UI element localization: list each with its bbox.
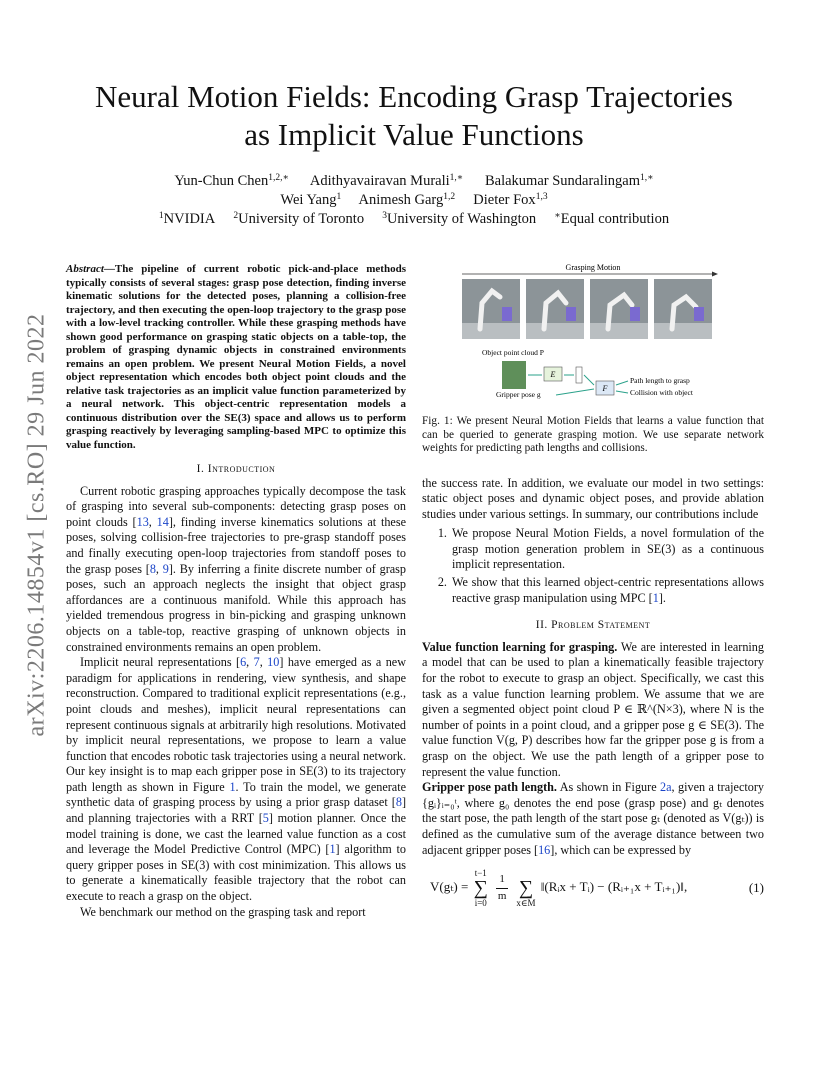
summation-symbol bbox=[516, 868, 535, 908]
abstract-text: —The pipeline of current robotic pick-and-place methods typically consists of several stages: grasp pose detection, finding inverse kinematic solutions for the detected poses, planning a collision-free trajectory, and then executing the open-loop trajectory to the grasp pose with a low-level tracking controller. While these grasping methods have shown good performance on grasping static objects on a table-top, the problem of grasping dynamic objects in constrained environments remains an open problem. We present Neural Motion Fields, a novel object representation which encodes both object point clouds and the relative task trajectories as an implicit value function parameterized by a neural network. This object-centric representation models a continuous distribution over the SE(3) space and allows us to perform grasping reactively by leveraging sampling-based MPC to optimize this value function. bbox=[66, 263, 406, 451]
section-heading-introduction: I. Introduction bbox=[196, 463, 276, 475]
summation-symbol bbox=[474, 868, 488, 908]
equal-contribution: Equal contribution bbox=[560, 211, 670, 227]
text-run: We show that this learned object-centric representations allows reactive grasp manipulation using MPC [ bbox=[452, 575, 764, 605]
affil-sup: 3 bbox=[382, 211, 387, 221]
text-run: ] algorithm to query gripper poses in SE(3) with cost minimization. This allows us to generate a kinematically feasible trajectory that the robot can execute to reach a grasp on the object. bbox=[66, 842, 406, 904]
text-run: As shown in Figure bbox=[556, 780, 661, 795]
point-cloud-icon bbox=[502, 361, 526, 389]
abstract bbox=[66, 263, 406, 452]
output-path-length: Path length to grasp bbox=[630, 376, 690, 385]
equation-1 bbox=[422, 868, 764, 908]
text-run: ] motion planner. Once the model training is done, we cast the learned value function as a cost and leverage the Model Predictive Control (MPC) [ bbox=[66, 811, 406, 857]
figure-1 bbox=[422, 263, 764, 411]
citation-link[interactable]: 10 bbox=[267, 655, 280, 670]
sum-upper: t−1 bbox=[474, 868, 487, 879]
author: Yun-Chun Chen bbox=[174, 173, 269, 189]
section-heading-problem-statement: II. Problem Statement bbox=[535, 619, 651, 632]
robot-frames bbox=[462, 279, 712, 339]
title-line-2: as Implicit Value Functions bbox=[244, 117, 584, 152]
figure-1-graphic bbox=[422, 263, 764, 411]
sum-lower: i=0 bbox=[474, 898, 487, 909]
affil-sup: ∗ bbox=[554, 211, 561, 221]
affil-sup: 1,2 bbox=[443, 192, 456, 202]
object-box bbox=[502, 307, 512, 321]
paper-title bbox=[60, 78, 768, 154]
equation-rhs: ‖(Rᵢx + Tᵢ) − (Rᵢ₊₁x + Tᵢ₊₁)‖, bbox=[540, 879, 688, 895]
denominator: m bbox=[497, 889, 507, 902]
text-run: , bbox=[246, 655, 254, 670]
citation-link[interactable]: 14 bbox=[156, 514, 169, 529]
citation-link[interactable]: 6 bbox=[240, 655, 247, 670]
text-run: ], finding inverse kinematics solutions at these poses, solving collision-free trajectories to pre-grasp standoff poses and finally executing open-loop trajectories from standoff poses to the grasp poses [ bbox=[66, 514, 406, 576]
citation-link[interactable]: 8 bbox=[395, 795, 402, 810]
title-line-1: Neural Motion Fields: Encoding Grasp Trajectories bbox=[95, 79, 733, 114]
affiliation-line bbox=[60, 210, 768, 229]
flow-arrow bbox=[584, 375, 594, 385]
numerator: 1 bbox=[499, 873, 505, 886]
citation-link[interactable]: 8 bbox=[149, 561, 156, 576]
figure-link[interactable]: 2a bbox=[660, 780, 672, 795]
arxiv-id: arXiv:2206.14854v1 [cs.RO] 29 Jun 2022 bbox=[23, 313, 50, 737]
sum-lower: x∈M bbox=[516, 898, 536, 909]
value-function-paragraph bbox=[422, 640, 764, 780]
citation-link[interactable]: 5 bbox=[262, 811, 269, 826]
affil-sup: 1,∗ bbox=[640, 173, 654, 183]
citation-link[interactable]: 16 bbox=[538, 842, 551, 857]
output-collision: Collision with object bbox=[630, 388, 693, 397]
text-run: , bbox=[155, 561, 163, 576]
affil-sup: 1 bbox=[336, 192, 342, 202]
citation-link[interactable]: 1 bbox=[329, 842, 336, 857]
arrow-head-icon bbox=[712, 272, 718, 277]
list-item bbox=[450, 575, 764, 606]
table-surface bbox=[654, 323, 712, 339]
contributions-list bbox=[422, 526, 764, 606]
right-column bbox=[422, 263, 764, 908]
citation-link[interactable]: 9 bbox=[162, 561, 169, 576]
figure-1-caption: Fig. 1: We present Neural Motion Fields that learns a value function that can be queried to generate grasping motion. We use separate network weights for predicting path lengths and collisions. bbox=[422, 415, 764, 454]
paragraph-heading: Gripper pose path length. bbox=[422, 780, 557, 795]
intro-paragraph-1 bbox=[66, 484, 406, 656]
paragraph-heading: Value function learning for grasping. bbox=[422, 639, 618, 654]
author: Dieter Fox bbox=[473, 192, 536, 208]
text-run: ] have emerged as a new paradigm for applications in rendering, view synthesis, and shape reconstruction. Compared to traditional explicit representations (e.g., point clouds and meshes), implicit neural representations can represent continuous signals at arbitrarily high resolutions. Motivated by implicit neural representations, we propose to learn a value function that encodes robotic task trajectories using a neural network. Our key insight is to map each gripper pose in SE(3) to its trajectory path length as shown in Figure bbox=[66, 655, 407, 794]
affiliation: NVIDIA bbox=[163, 211, 216, 227]
table-surface bbox=[526, 323, 584, 339]
table-surface bbox=[462, 323, 520, 339]
abstract-label: Abstract bbox=[66, 263, 104, 275]
text-run: Implicit neural representations [ bbox=[80, 655, 241, 670]
grasping-motion-label: Grasping Motion bbox=[565, 263, 621, 272]
affil-sup: 1,2,∗ bbox=[268, 173, 289, 183]
affil-sup: 1,3 bbox=[535, 192, 548, 202]
text-run: . To train the model, we generate synthetic data of grasping process by using a prior grasp dataset [ bbox=[66, 779, 406, 810]
gripper-pose-label: Gripper pose g bbox=[496, 390, 541, 399]
equation-number: (1) bbox=[748, 880, 764, 896]
text-run: ]. By inferring a finite discrete number of grasp poses, such an approach neglects the insight that object grasp affordances are a continuous manifold. While this approach has yielded tremendous progress in bin-picking and grasping unknown objects on a table-top, reactive grasping of unknown objects in constrained environments remains an open problem. bbox=[66, 561, 406, 654]
text-run: ]. bbox=[658, 590, 666, 605]
equation-body bbox=[430, 868, 687, 908]
text-run: We are interested in learning a model that can be used to plan a kinematically feasible trajectory for the robot to execute to grasp an object. Specifically, we cast this task as a value function learning problem. We assume that we are given a segmented object point cloud P ∈ ℝ^(N×3), where N is the number of points in a point cloud, and a gripper pose g ∈ SE(3). The value function V(g, P) describes how far the gripper pose g is from a grasp on the object. We use the path length of a gripper pose to represent the value function. bbox=[422, 639, 764, 779]
flow-arrow bbox=[556, 389, 594, 395]
flow-arrow bbox=[616, 381, 628, 385]
point-cloud-label: Object point cloud P bbox=[482, 348, 544, 357]
author: Adithyavairavan Murali bbox=[309, 173, 450, 189]
author: Wei Yang bbox=[280, 192, 337, 208]
left-column bbox=[66, 263, 406, 920]
contrib-intro-paragraph: the success rate. In addition, we evaluate our model in two settings: static object poses and dynamic object poses, and provide ablation studies under various settings. In summary, our contributions include bbox=[422, 475, 764, 521]
arxiv-sidebar bbox=[22, 290, 52, 760]
text-run: , given a trajectory {gᵢ}ᵢ₌₀ᵗ, where g₀ denotes the end pose (grasp pose) and gₜ denotes the start pose, the path length of the start pose gₜ (denoted as V(gₜ)) is defined as the cumulative sum of the average distance between two adjacent gripper poses [ bbox=[422, 780, 764, 857]
path-length-paragraph bbox=[422, 780, 764, 858]
author-block bbox=[60, 172, 768, 229]
feature-box bbox=[576, 367, 582, 383]
object-box bbox=[566, 307, 576, 321]
equation-lhs: V(gₜ) = bbox=[430, 879, 469, 895]
author: Animesh Garg bbox=[358, 192, 444, 208]
author: Balakumar Sundaralingam bbox=[484, 173, 641, 189]
sigma-icon: ∑ bbox=[518, 877, 534, 900]
text-run: ] and planning trajectories with a RRT [ bbox=[66, 795, 406, 826]
citation-link[interactable]: 7 bbox=[253, 655, 260, 670]
figure-link[interactable]: 1 bbox=[229, 779, 236, 794]
affil-sup: 1,∗ bbox=[449, 173, 464, 183]
intro-paragraph-3: We benchmark our method on the grasping task and report bbox=[80, 904, 366, 919]
table-surface bbox=[590, 323, 648, 339]
intro-paragraph-2 bbox=[66, 655, 406, 905]
flow-arrow bbox=[616, 391, 628, 393]
sigma-icon: ∑ bbox=[473, 877, 488, 900]
object-box bbox=[630, 307, 640, 321]
citation-link[interactable]: 13 bbox=[136, 514, 149, 529]
list-item: 1. We propose Neural Motion Fields, a novel formulation of the grasp motion generation problem in SE(3) as a continuous implicit representation. bbox=[450, 526, 764, 573]
object-box bbox=[694, 307, 704, 321]
fraction bbox=[496, 872, 508, 904]
author-line-1 bbox=[60, 172, 768, 191]
decoder-label: F bbox=[602, 384, 608, 393]
text-run: , bbox=[259, 655, 268, 670]
author-line-2 bbox=[60, 191, 768, 210]
affil-sup: 1 bbox=[158, 211, 164, 221]
text-run: ], which can be expressed by bbox=[550, 842, 692, 857]
encoder-label: E bbox=[550, 370, 556, 379]
text-run: Current robotic grasping approaches typically decompose the task of grasping into several sub-components: detecting grasp poses on point clouds [ bbox=[66, 483, 406, 529]
affiliation: University of Toronto bbox=[238, 211, 365, 227]
citation-link[interactable]: 1 bbox=[652, 590, 659, 605]
affil-sup: 2 bbox=[233, 211, 239, 221]
text-run: , bbox=[148, 514, 157, 529]
affiliation: University of Washington bbox=[386, 211, 537, 227]
